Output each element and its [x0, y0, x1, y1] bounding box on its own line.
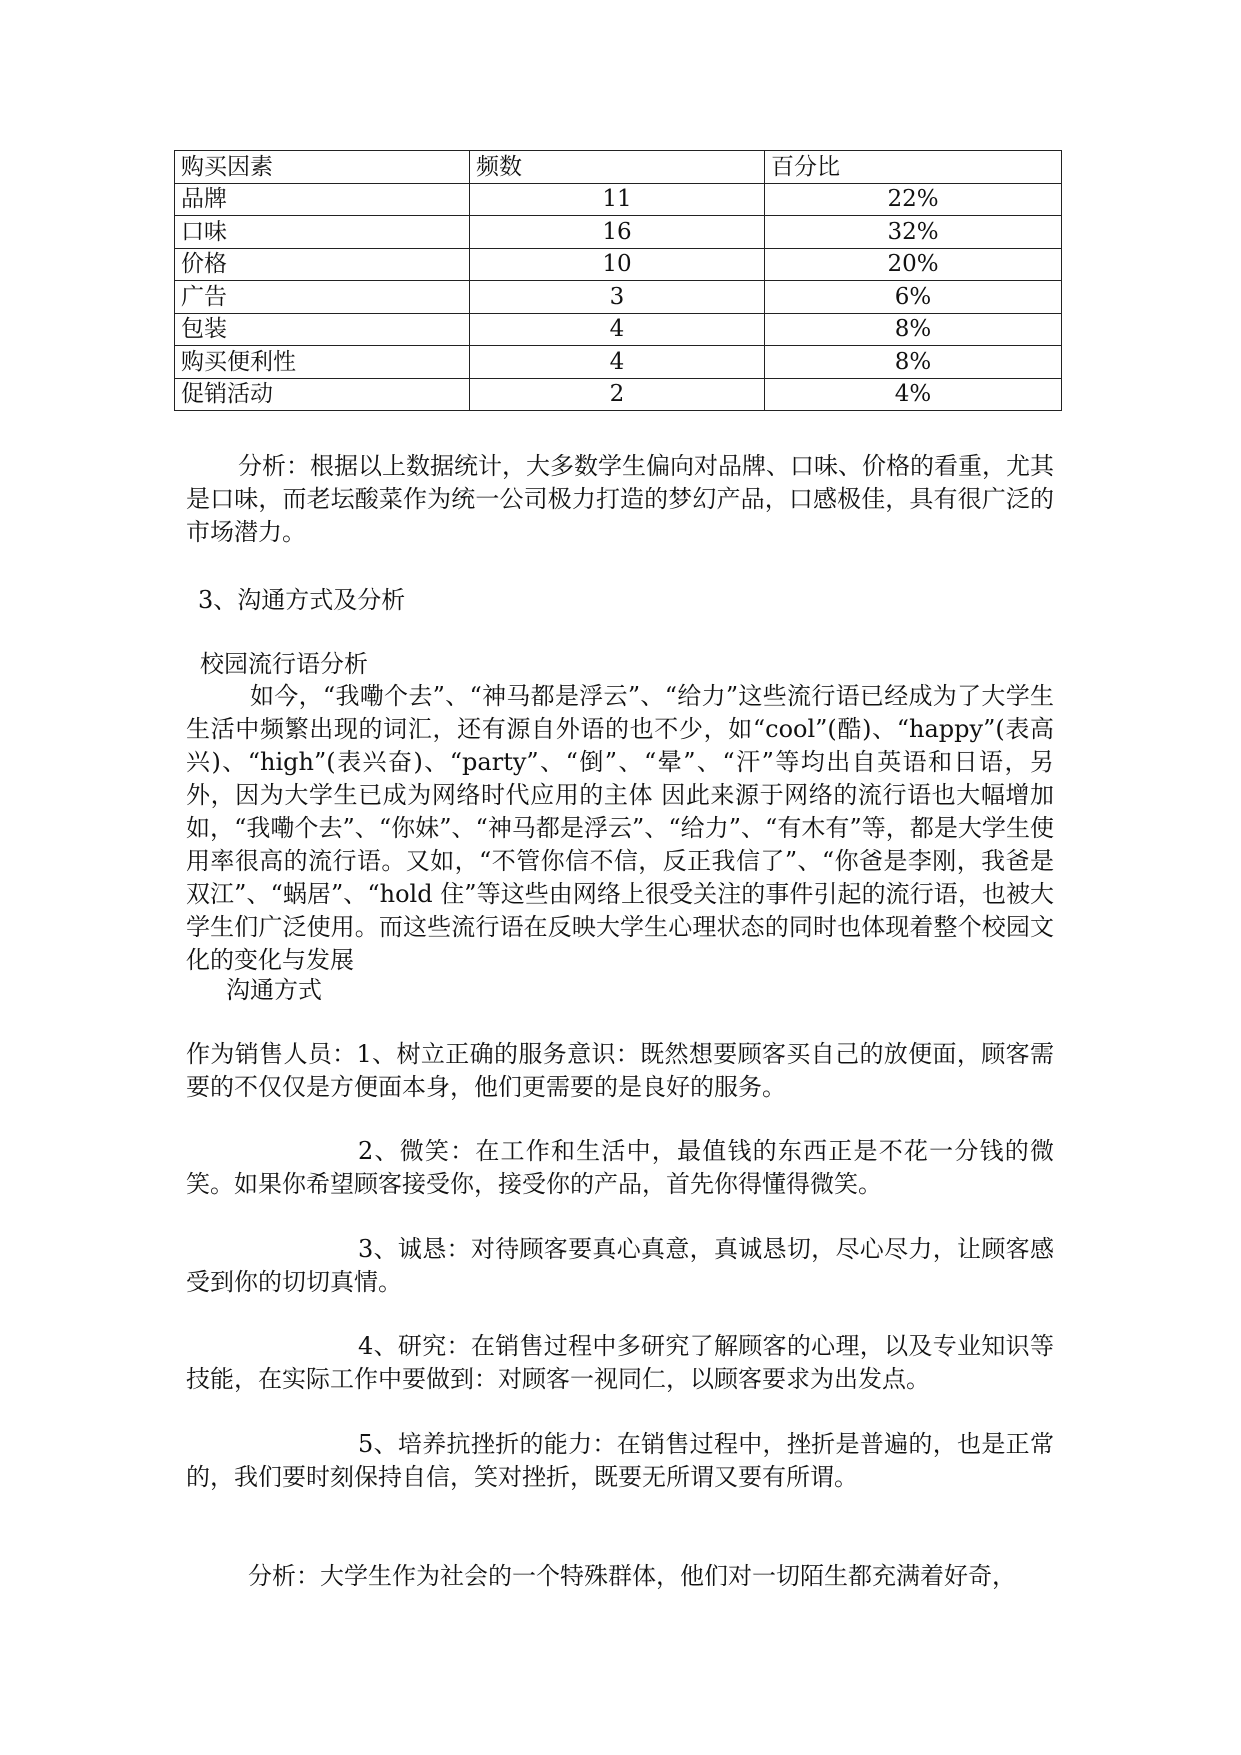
- campus-slang-paragraph: 如今，“我嘞个去”、“神马都是浮云”、“给力”这些流行语已经成为了大学生生活中频繁出现的词汇，还有源自外语的也不少，如“cool”(酷)、“happy”(表高兴)、“high”(表兴奋)、“party”、“倒”、“晕”、“汗”等均出自英语和日语，另外，因为大学生已成为网络时代应用的主体 因此来源于网络的流行语也大幅增加 如，“我嘞个去”、“你妹”、“神马都是浮云”、“给力”、“有木有”等，都是大学生使用率很高的流行语。又如，“不管你信不信，反正我信了”、“你爸是李刚，我爸是双江”、“蜗居”、“hold 住”等这些由网络上很受关注的事件引起的流行语，也被大学生们广泛使用。而这些流行语在反映大学生心理状态的同时也体现着整个校园文化的变化与发展: [186, 682, 1054, 974]
- table-row: [175, 346, 1062, 379]
- cell-frequency: 4: [470, 346, 765, 379]
- salesperson-paragraph: 作为销售人员：1、树立正确的服务意识：既然想要顾客买自己的放便面，顾客需要的不仅仅是方便面本身，他们更需要的是良好的服务。: [186, 1040, 1054, 1101]
- cell-percentage: 6%: [765, 281, 1062, 314]
- table-row: [175, 313, 1062, 346]
- cell-percentage: 20%: [765, 248, 1062, 281]
- cell-factor: 购买便利性: [175, 346, 470, 379]
- cell-percentage: 4%: [765, 378, 1062, 411]
- analysis-paragraph-2: 分析：大学生作为社会的一个特殊群体，他们对一切陌生都充满着好奇，: [248, 1562, 1016, 1590]
- communication-heading: 沟通方式: [226, 976, 322, 1004]
- cell-factor: 包装: [175, 313, 470, 346]
- cell-frequency: 11: [470, 183, 765, 216]
- cell-frequency: 3: [470, 281, 765, 314]
- header-percentage: 百分比: [765, 151, 1062, 184]
- table-header-row: [175, 151, 1062, 184]
- header-factor: 购买因素: [175, 151, 470, 184]
- cell-factor: 品牌: [175, 183, 470, 216]
- cell-frequency: 10: [470, 248, 765, 281]
- cell-percentage: 22%: [765, 183, 1062, 216]
- table-row: [175, 248, 1062, 281]
- cell-frequency: 4: [470, 313, 765, 346]
- point-research: 4、研究：在销售过程中多研究了解顾客的心理，以及专业知识等技能，在实际工作中要做到：对顾客一视同仁，以顾客要求为出发点。: [186, 1332, 1054, 1393]
- table-row: [175, 378, 1062, 411]
- cell-percentage: 32%: [765, 216, 1062, 249]
- cell-frequency: 16: [470, 216, 765, 249]
- purchase-factors-table: [174, 150, 1062, 411]
- table-row: [175, 216, 1062, 249]
- cell-factor: 促销活动: [175, 378, 470, 411]
- point-resilience: 5、培养抗挫折的能力：在销售过程中，挫折是普遍的，也是正常的，我们要时刻保持自信，笑对挫折，既要无所谓又要有所谓。: [186, 1430, 1054, 1491]
- header-frequency: 频数: [470, 151, 765, 184]
- table-row: [175, 281, 1062, 314]
- section-3-heading: 3、沟通方式及分析: [198, 586, 406, 614]
- cell-factor: 价格: [175, 248, 470, 281]
- cell-percentage: 8%: [765, 346, 1062, 379]
- cell-factor: 广告: [175, 281, 470, 314]
- point-smile: 2、微笑：在工作和生活中，最值钱的东西正是不花一分钱的微笑。如果你希望顾客接受你，接受你的产品，首先你得懂得微笑。: [186, 1137, 1054, 1198]
- cell-frequency: 2: [470, 378, 765, 411]
- cell-factor: 口味: [175, 216, 470, 249]
- point-sincerity: 3、诚恳：对待顾客要真心真意，真诚恳切，尽心尽力，让顾客感受到你的切切真情。: [186, 1235, 1054, 1296]
- analysis-paragraph-1: 分析：根据以上数据统计，大多数学生偏向对品牌、口味、价格的看重，尤其是口味，而老坛酸菜作为统一公司极力打造的梦幻产品，口感极佳，具有很广泛的市场潜力。: [186, 452, 1054, 546]
- campus-slang-heading: 校园流行语分析: [200, 650, 368, 678]
- table-row: [175, 183, 1062, 216]
- cell-percentage: 8%: [765, 313, 1062, 346]
